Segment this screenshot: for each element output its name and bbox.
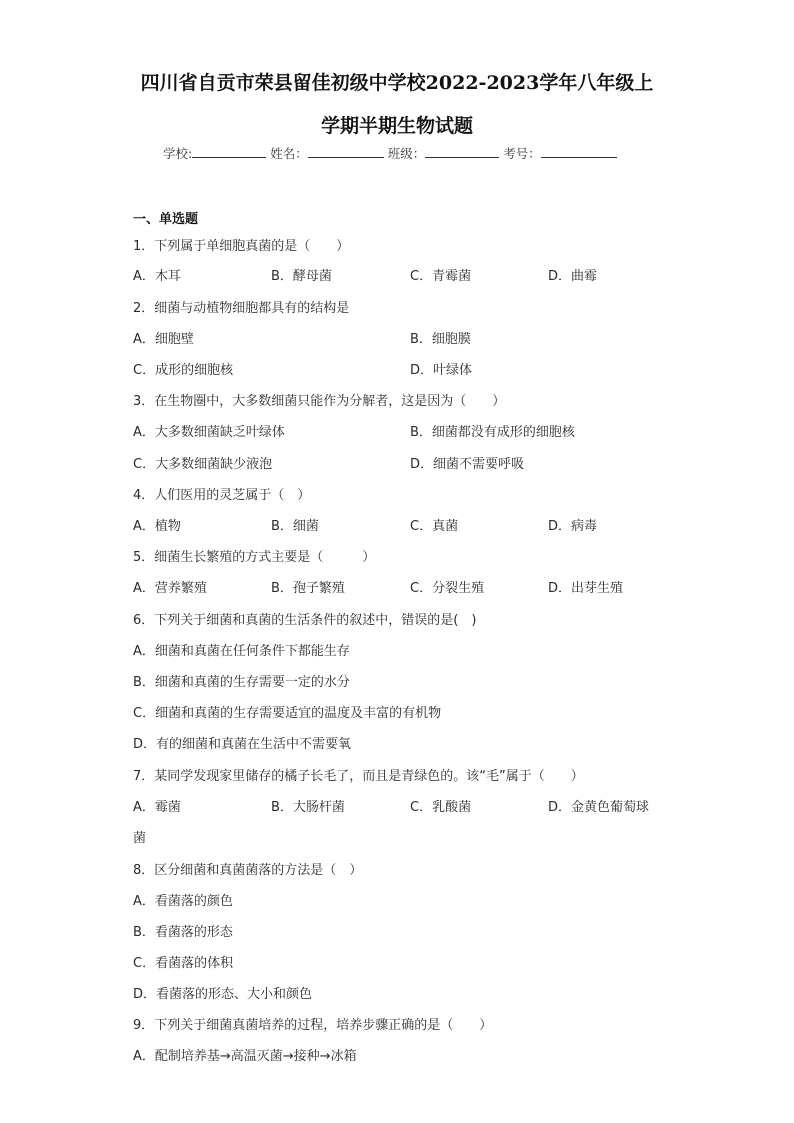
question-stem: 1．下列属于单细胞真菌的是（ ）: [133, 239, 350, 254]
option: A．霉菌: [133, 800, 181, 815]
option: A．营养繁殖: [133, 581, 207, 596]
question-stem: 5．细菌生长繁殖的方式主要是（ ）: [133, 550, 376, 565]
school-field[interactable]: [192, 144, 266, 158]
title-line-1: 四川省自贡市荣县留佳初级中学校2022-2023学年八年级上: [140, 72, 654, 94]
option: A．植物: [133, 519, 181, 534]
option-continuation: 菌: [133, 831, 147, 846]
option: D．看菌落的形态、大小和颜色: [133, 987, 313, 1002]
school-label: 学校:: [163, 146, 193, 161]
id-field[interactable]: [541, 144, 617, 158]
class-field[interactable]: [425, 144, 499, 158]
option: C．细菌和真菌的生存需要适宜的温度及丰富的有机物: [133, 706, 442, 721]
name-label: 姓名：: [270, 146, 308, 161]
option: D．细菌不需要呼吸: [410, 457, 525, 472]
option: B．细菌: [271, 519, 319, 534]
option: B．细菌和真菌的生存需要一定的水分: [133, 675, 350, 690]
option: D．有的细菌和真菌在生活中不需要氧: [133, 737, 352, 752]
class-label: 班级：: [387, 146, 426, 161]
option: A．大多数细菌缺乏叶绿体: [133, 425, 285, 440]
option: C．看菌落的体积: [133, 956, 234, 971]
option: D．曲霉: [548, 269, 598, 284]
option: A．木耳: [133, 269, 181, 284]
option: C．乳酸菌: [410, 800, 472, 815]
option: B．大肠杆菌: [271, 800, 345, 815]
question-stem: 2．细菌与动植物细胞都具有的结构是: [133, 301, 350, 316]
option: C．分裂生殖: [410, 581, 485, 596]
option: A．看菌落的颜色: [133, 894, 233, 909]
question-stem: 7．某同学发现家里储存的橘子长毛了，而且是青绿色的。该“毛”属于（ ）: [133, 769, 584, 784]
option: A．细菌和真菌在任何条件下都能生存: [133, 644, 350, 659]
student-info-line: [163, 144, 617, 162]
option: B．看菌落的形态: [133, 925, 233, 940]
id-label: 考号：: [503, 146, 541, 161]
option: B．孢子繁殖: [271, 581, 345, 596]
option: C．真菌: [410, 519, 459, 534]
name-field[interactable]: [308, 144, 384, 158]
option: C．成形的细胞核: [133, 363, 234, 378]
question-stem: 9．下列关于细菌真菌培养的过程，培养步骤正确的是（ ）: [133, 1018, 493, 1033]
option: B．细菌都没有成形的细胞核: [410, 425, 575, 440]
option: C．大多数细菌缺少液泡: [133, 457, 273, 472]
option: D．金黄色葡萄球: [548, 800, 650, 815]
title-line-2: 学期半期生物试题: [320, 115, 473, 137]
option: C．青霉菌: [410, 269, 472, 284]
question-stem: 8．区分细菌和真菌菌落的方法是（ ）: [133, 863, 363, 878]
option: B．酵母菌: [271, 269, 332, 284]
option: B．细胞膜: [410, 332, 471, 347]
question-stem: 6．下列关于细菌和真菌的生活条件的叙述中，错误的是( ): [133, 613, 477, 628]
option: A．配制培养基→高温灭菌→接种→冰箱: [133, 1049, 357, 1064]
question-stem: 3．在生物圈中，大多数细菌只能作为分解者，这是因为（ ）: [133, 394, 506, 409]
option: D．出芽生殖: [548, 581, 624, 596]
option: D．病毒: [548, 519, 598, 534]
section-heading: 一、单选题: [133, 212, 199, 227]
option: A．细胞壁: [133, 332, 194, 347]
option: D．叶绿体: [410, 363, 473, 378]
question-stem: 4．人们医用的灵芝属于（ ）: [133, 488, 311, 503]
